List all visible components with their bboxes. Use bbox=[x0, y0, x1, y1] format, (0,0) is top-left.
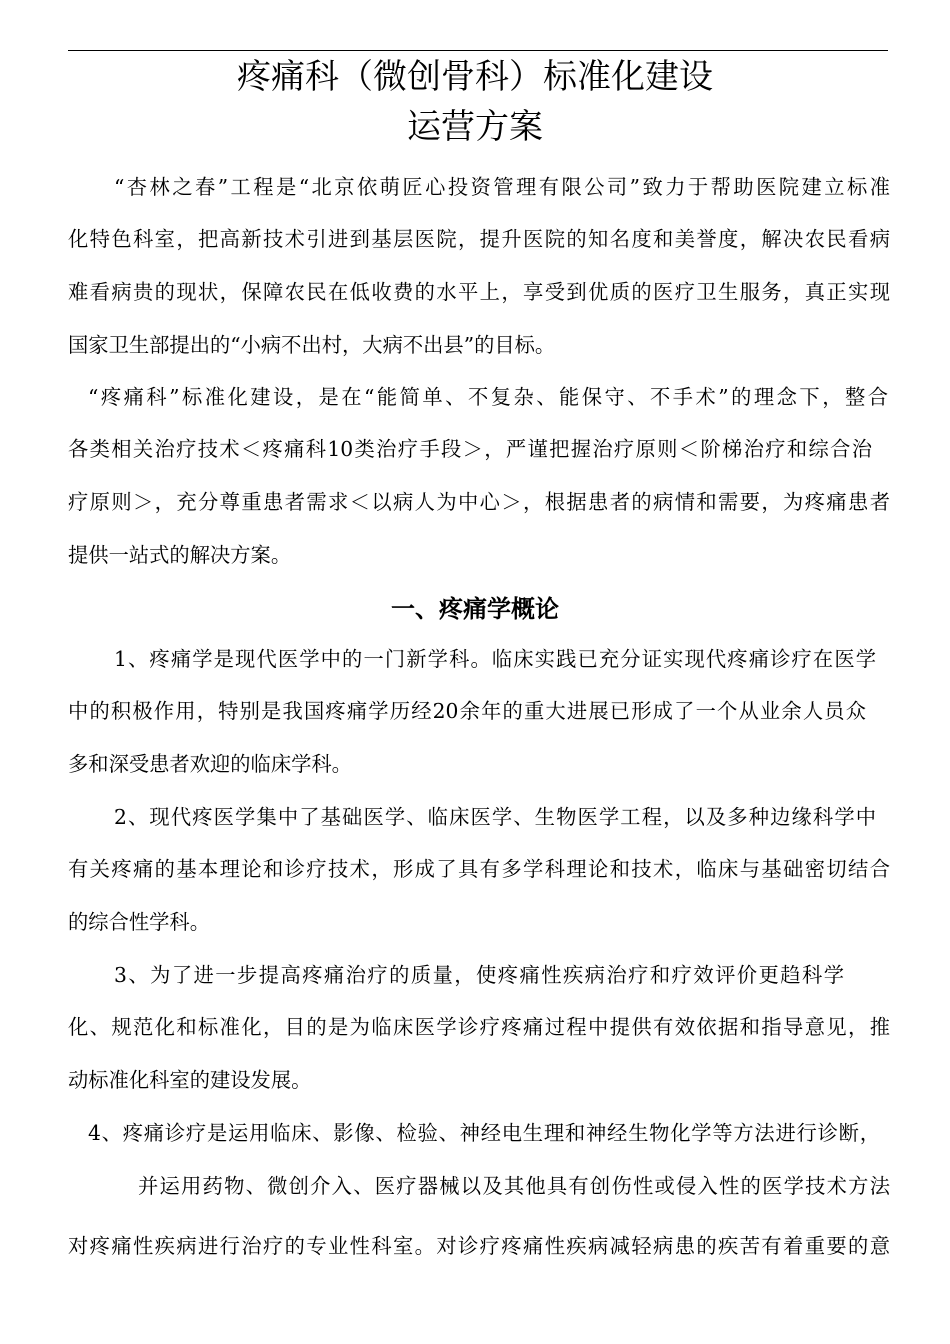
item4-line2: 并运用药物、微创介入、医疗器械以及其他具有创伤性或侵入性的医学技术方法 bbox=[138, 1174, 890, 1198]
item4-line1: 4、疼痛诊疗是运用临床、影像、检验、神经电生理和神经生物化学等方法进行诊断， bbox=[88, 1121, 880, 1145]
document-title-line2: 运营方案 bbox=[407, 107, 543, 147]
header-rule bbox=[68, 50, 888, 51]
intro-p2-line3: 疗原则＞，充分尊重患者需求＜以病人为中心＞，根据患者的病情和需要，为疼痛患者 bbox=[68, 490, 890, 514]
item1-line3: 多和深受患者欢迎的临床学科。 bbox=[68, 752, 352, 776]
intro-p2-line2: 各类相关治疗技术＜疼痛科10类治疗手段＞，严谨把握治疗原则＜阶梯治疗和综合治 bbox=[68, 437, 872, 461]
intro-p1-line1: “杏林之春”工程是“北京依萌匠心投资管理有限公司”致力于帮助医院建立标准 bbox=[114, 175, 890, 199]
document-title-line1: 疼痛科（微创骨科）标准化建设 bbox=[237, 57, 713, 97]
item4-line3: 对疼痛性疾病进行治疗的专业性科室。对诊疗疼痛性疾病减轻病患的疾苦有着重要的意 bbox=[68, 1234, 890, 1258]
item2-line2: 有关疼痛的基本理论和诊疗技术，形成了具有多学科理论和技术，临床与基础密切结合 bbox=[68, 857, 890, 881]
item1-line1: 1、疼痛学是现代医学中的一门新学科。临床实践已充分证实现代疼痛诊疗在医学 bbox=[114, 647, 876, 671]
item3-line2: 化、规范化和标准化，目的是为临床医学诊疗疼痛过程中提供有效依据和指导意见，推 bbox=[68, 1015, 890, 1039]
intro-p1-line4: 国家卫生部提出的“小病不出村，大病不出县”的目标。 bbox=[68, 333, 556, 357]
item3-line1: 3、为了进一步提高疼痛治疗的质量，使疼痛性疾病治疗和疗效评价更趋科学 bbox=[114, 963, 844, 987]
item3-line3: 动标准化科室的建设发展。 bbox=[68, 1068, 312, 1092]
intro-p1-line3: 难看病贵的现状，保障农民在低收费的水平上，享受到优质的医疗卫生服务，真正实现 bbox=[68, 280, 890, 304]
item1-line2: 中的积极作用，特别是我国疼痛学历经20余年的重大进展已形成了一个从业余人员众 bbox=[68, 699, 866, 723]
section1-heading: 一、疼痛学概论 bbox=[391, 595, 559, 623]
item2-line1: 2、现代疼医学集中了基础医学、临床医学、生物医学工程，以及多种边缘科学中 bbox=[114, 805, 876, 829]
intro-p1-line2: 化特色科室，把高新技术引进到基层医院，提升医院的知名度和美誉度，解决农民看病 bbox=[68, 227, 890, 251]
item2-line3: 的综合性学科。 bbox=[68, 910, 210, 934]
intro-p2-line1: “疼痛科”标准化建设，是在“能简单、不复杂、能保守、不手术”的理念下，整合 bbox=[88, 385, 888, 409]
intro-p2-line4: 提供一站式的解决方案。 bbox=[68, 543, 292, 567]
